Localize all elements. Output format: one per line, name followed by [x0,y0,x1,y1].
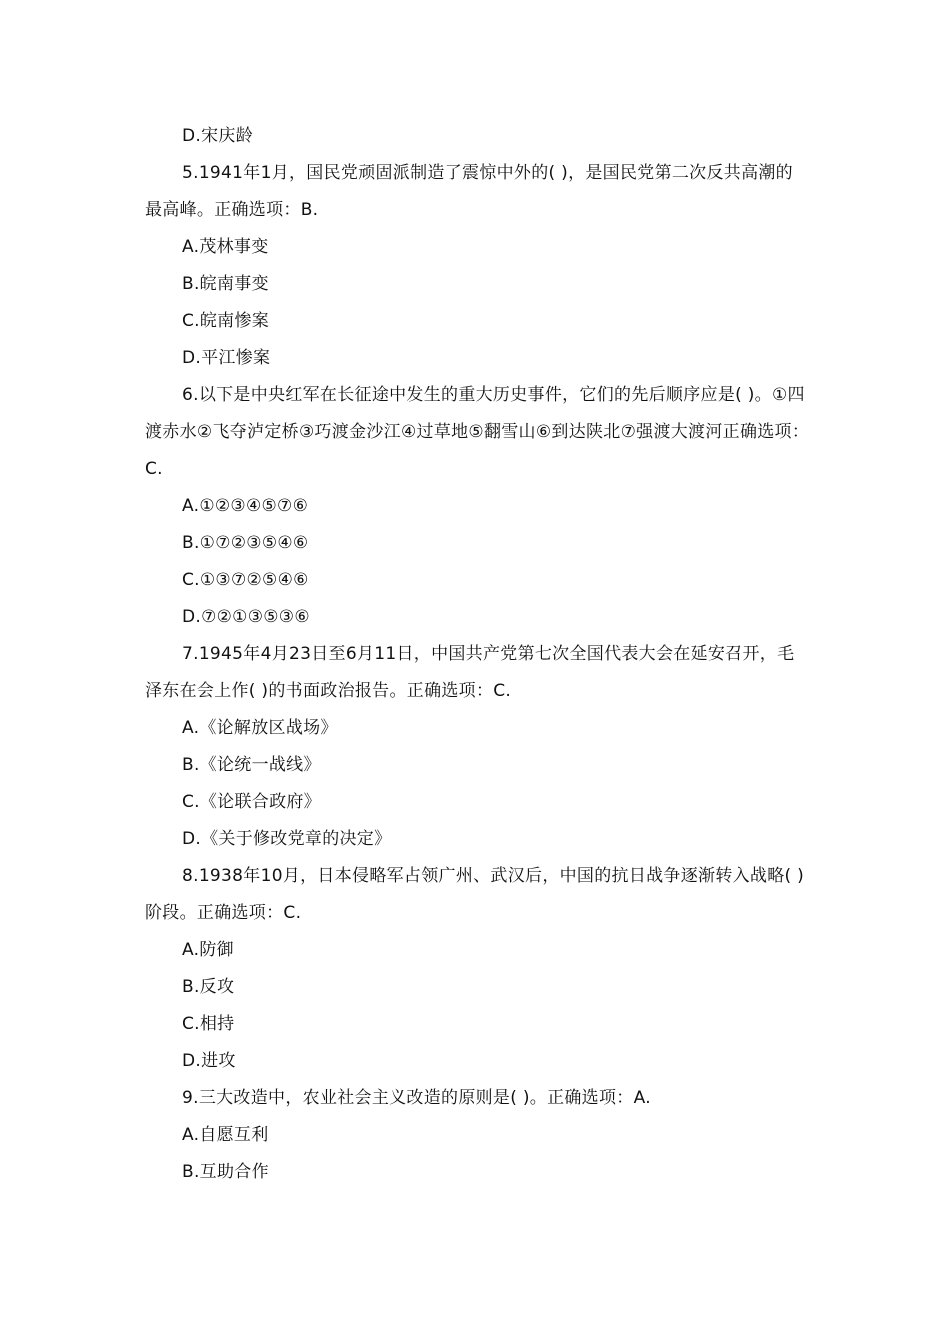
option-line: D.平江惨案 [182,348,271,368]
option-line: C.相持 [182,1014,235,1034]
option-line: A.防御 [182,940,234,960]
question-text: 8.1938年10月，日本侵略军占领广州、武汉后，中国的抗日战争逐渐转入战略( )阶段。正确选项：C. [145,866,805,923]
option-line: A.《论解放区战场》 [182,718,338,738]
option-line: B.①⑦②③⑤④⑥ [182,533,309,553]
option-line: D.⑦②①③⑤③⑥ [182,607,310,627]
option-line: B.《论统一战线》 [182,755,321,775]
option-line: C.皖南惨案 [182,311,270,331]
option-line: B.反攻 [182,977,235,997]
option-line: A.茂林事变 [182,237,269,257]
option-line: C.《论联合政府》 [182,792,321,812]
option-line: D.《关于修改党章的决定》 [182,829,392,849]
option-line: A.①②③④⑤⑦⑥ [182,496,309,516]
option-line: B.互助合作 [182,1162,269,1182]
question-text: 5.1941年1月，国民党顽固派制造了震惊中外的( )，是国民党第二次反共高潮的最高峰。正确选项：B. [145,163,793,220]
option-line: A.自愿互利 [182,1125,269,1145]
option-line: C.①③⑦②⑤④⑥ [182,570,309,590]
document-body [145,118,810,1191]
question-text: 6.以下是中央红军在长征途中发生的重大历史事件，它们的先后顺序应是( )。①四渡赤水②飞夺泸定桥③巧渡金沙江④过草地⑤翻雪山⑥到达陕北⑦强渡大渡河正确选项：C. [145,385,810,479]
option-line: B.皖南事变 [182,274,269,294]
question-text: 7.1945年4月23日至6月11日，中国共产党第七次全国代表大会在延安召开，毛泽东在会上作( )的书面政治报告。正确选项：C. [145,644,795,701]
option-line: D.进攻 [182,1051,236,1071]
question-text: 9.三大改造中，农业社会主义改造的原则是( )。正确选项：A. [182,1088,651,1108]
option-line: D.宋庆龄 [182,126,253,146]
